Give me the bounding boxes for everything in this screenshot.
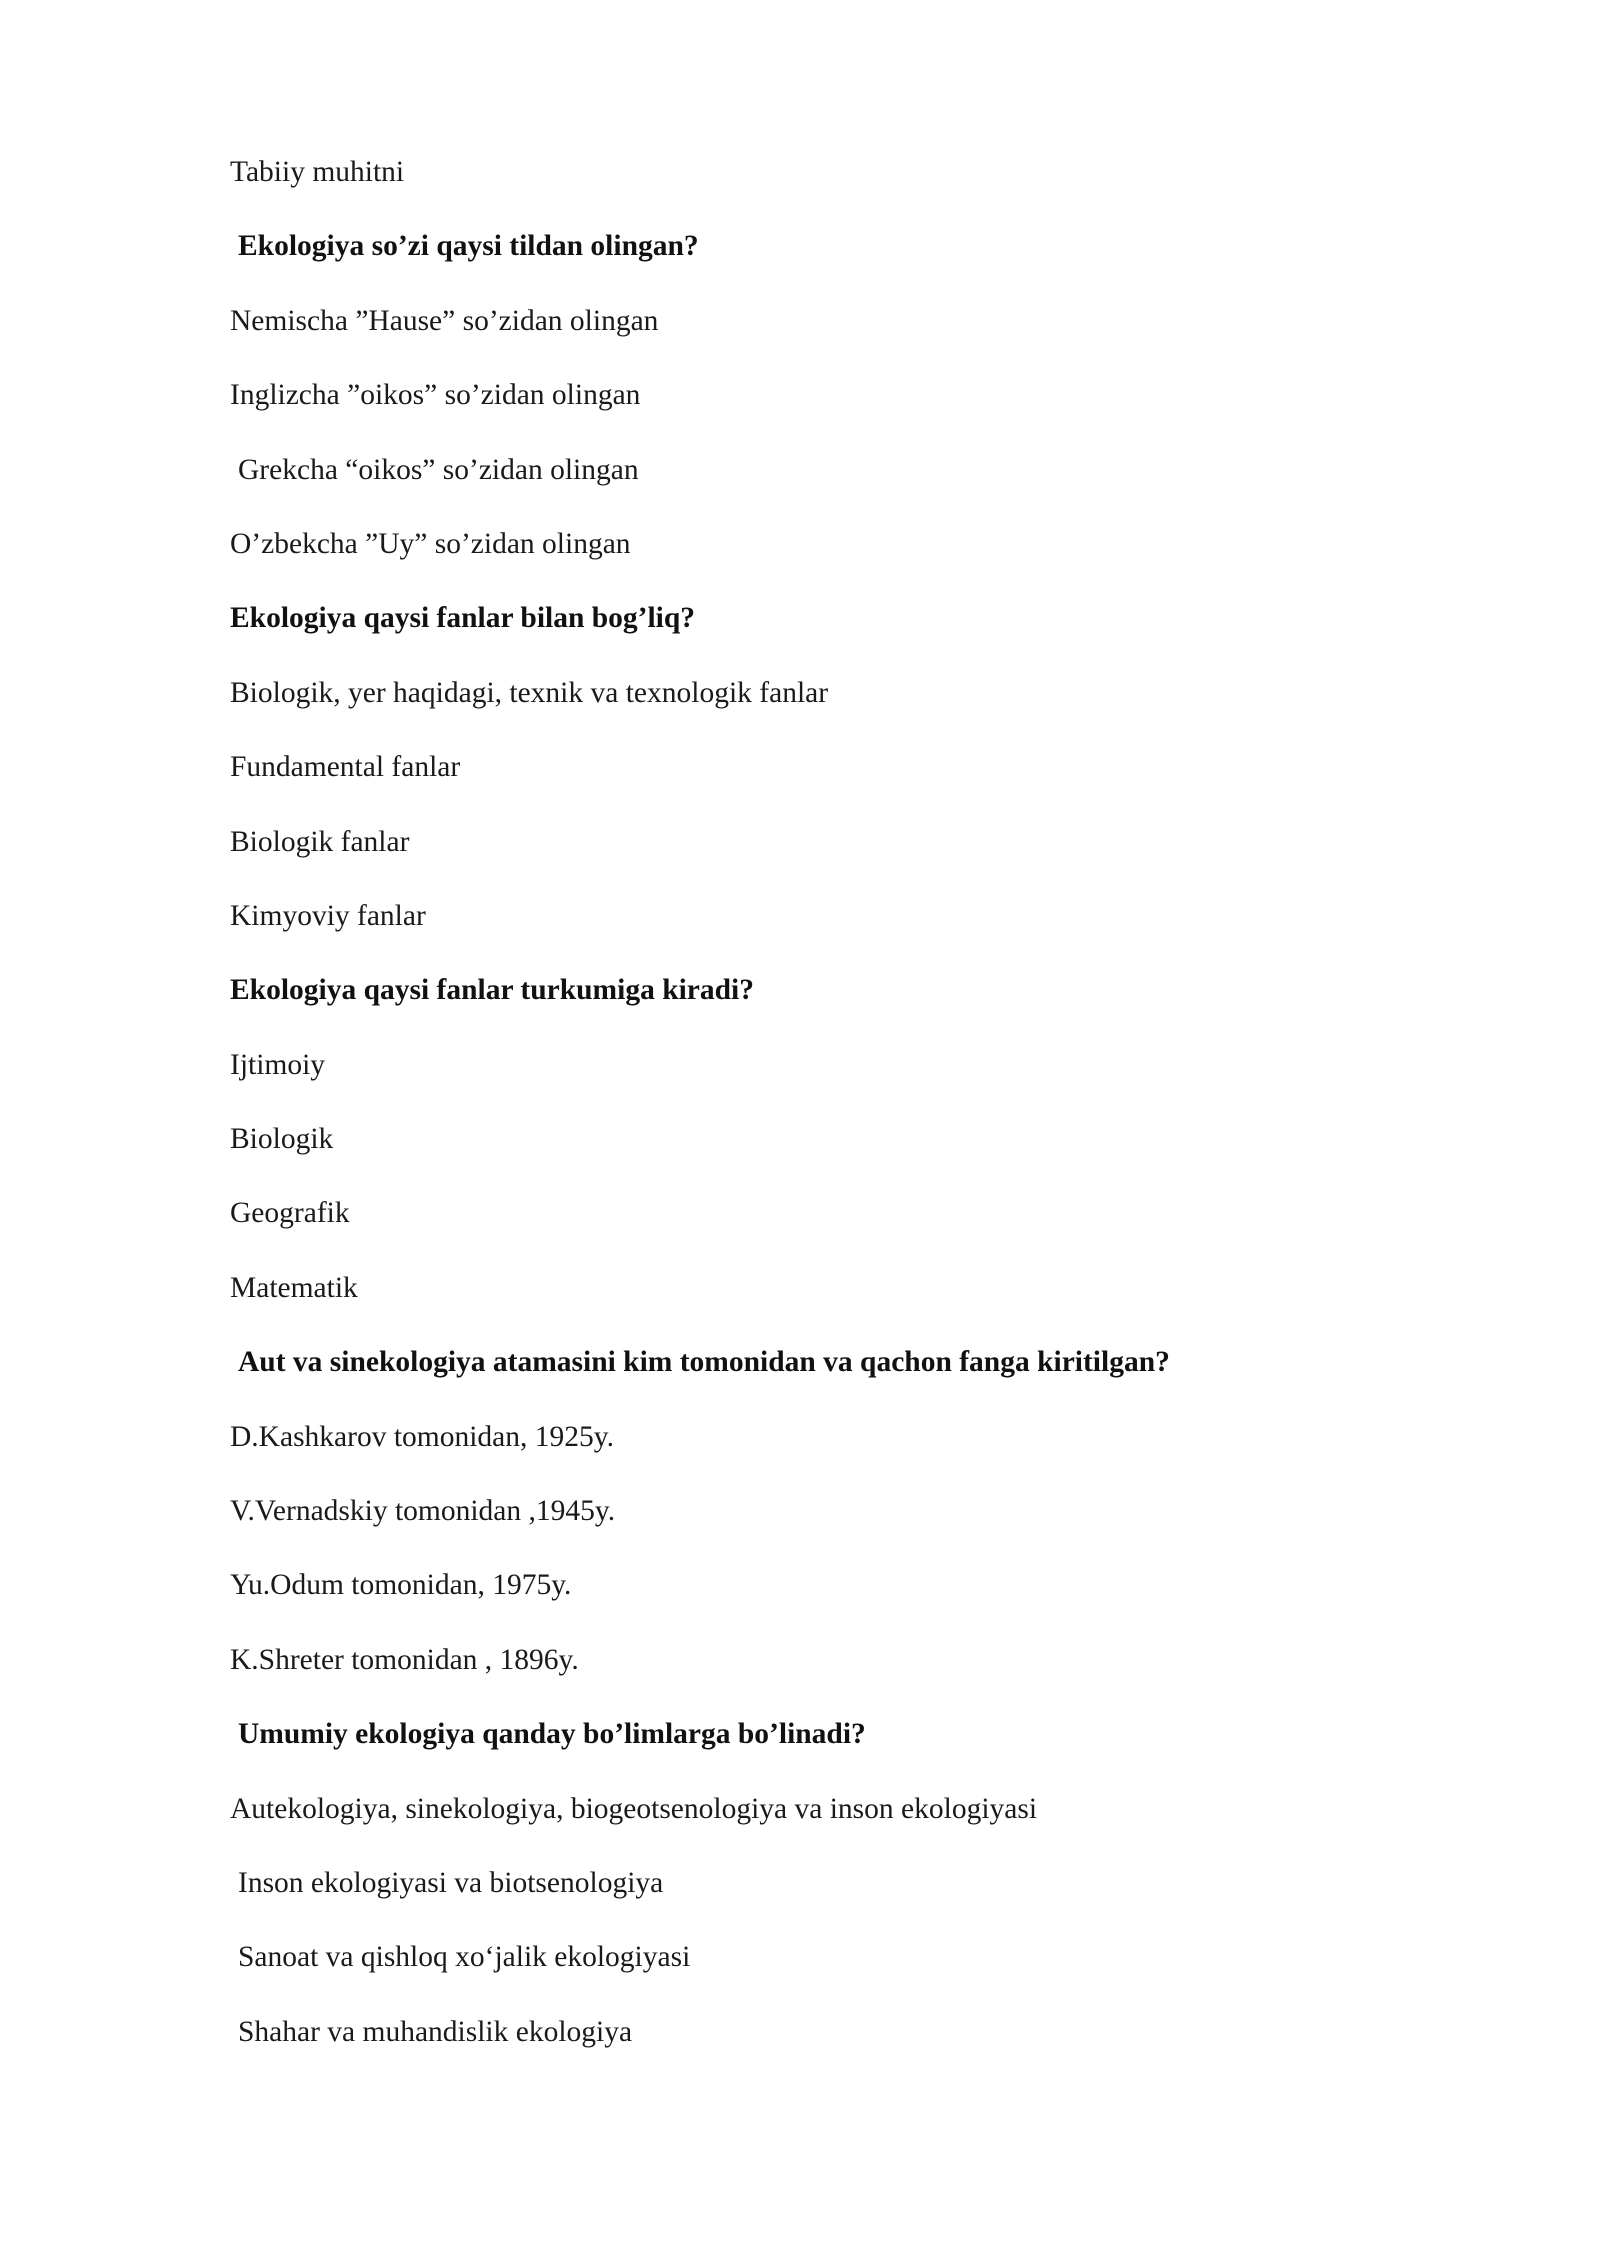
answer-option: Kimyoviy fanlar	[230, 899, 426, 932]
question-heading: Ekologiya so’zi qaysi tildan olingan?	[238, 230, 699, 263]
answer-option: Fundamental fanlar	[230, 751, 461, 784]
answer-option: Yu.Odum tomonidan, 1975y.	[230, 1569, 572, 1602]
question-heading: Aut va sinekologiya atamasini kim tomonidan va qachon fanga kiritilgan?	[238, 1346, 1170, 1379]
answer-option: D.Kashkarov tomonidan, 1925y.	[230, 1420, 614, 1453]
question-heading: Ekologiya qaysi fanlar turkumiga kiradi?	[230, 974, 754, 1007]
answer-option: Biologik fanlar	[230, 825, 410, 858]
answer-option: Grekcha “oikos” so’zidan olingan	[238, 453, 639, 486]
answer-option: Ijtimoiy	[230, 1048, 326, 1081]
answer-option: Nemischa ”Hause” so’zidan olingan	[230, 304, 659, 337]
answer-option: V.Vernadskiy tomonidan ,1945y.	[230, 1495, 616, 1528]
answer-option: Biologik, yer haqidagi, texnik va texnologik fanlar	[230, 676, 829, 709]
question-heading: Ekologiya qaysi fanlar bilan bog’liq?	[230, 602, 696, 635]
quiz-text-body	[230, 147, 1430, 2081]
answer-option: K.Shreter tomonidan , 1896y.	[230, 1643, 579, 1676]
answer-option: Matematik	[230, 1271, 358, 1304]
answer-option: Autekologiya, sinekologiya, biogeotsenologiya va inson ekologiyasi	[230, 1792, 1038, 1825]
answer-option: O’zbekcha ”Uy” so’zidan olingan	[230, 527, 631, 560]
answer-option: Sanoat va qishloq xo‘jalik ekologiyasi	[238, 1941, 691, 1974]
answer-option: Shahar va muhandislik ekologiya	[238, 2015, 633, 2048]
answer-option: Inglizcha ”oikos” so’zidan olingan	[230, 379, 641, 412]
answer-option: Geografik	[230, 1197, 350, 1230]
answer-option: Biologik	[230, 1123, 334, 1156]
question-heading: Umumiy ekologiya qanday bo’limlarga bo’linadi?	[238, 1718, 866, 1751]
answer-option: Inson ekologiyasi va biotsenologiya	[238, 1866, 664, 1899]
answer-option: Tabiiy muhitni	[230, 156, 405, 188]
